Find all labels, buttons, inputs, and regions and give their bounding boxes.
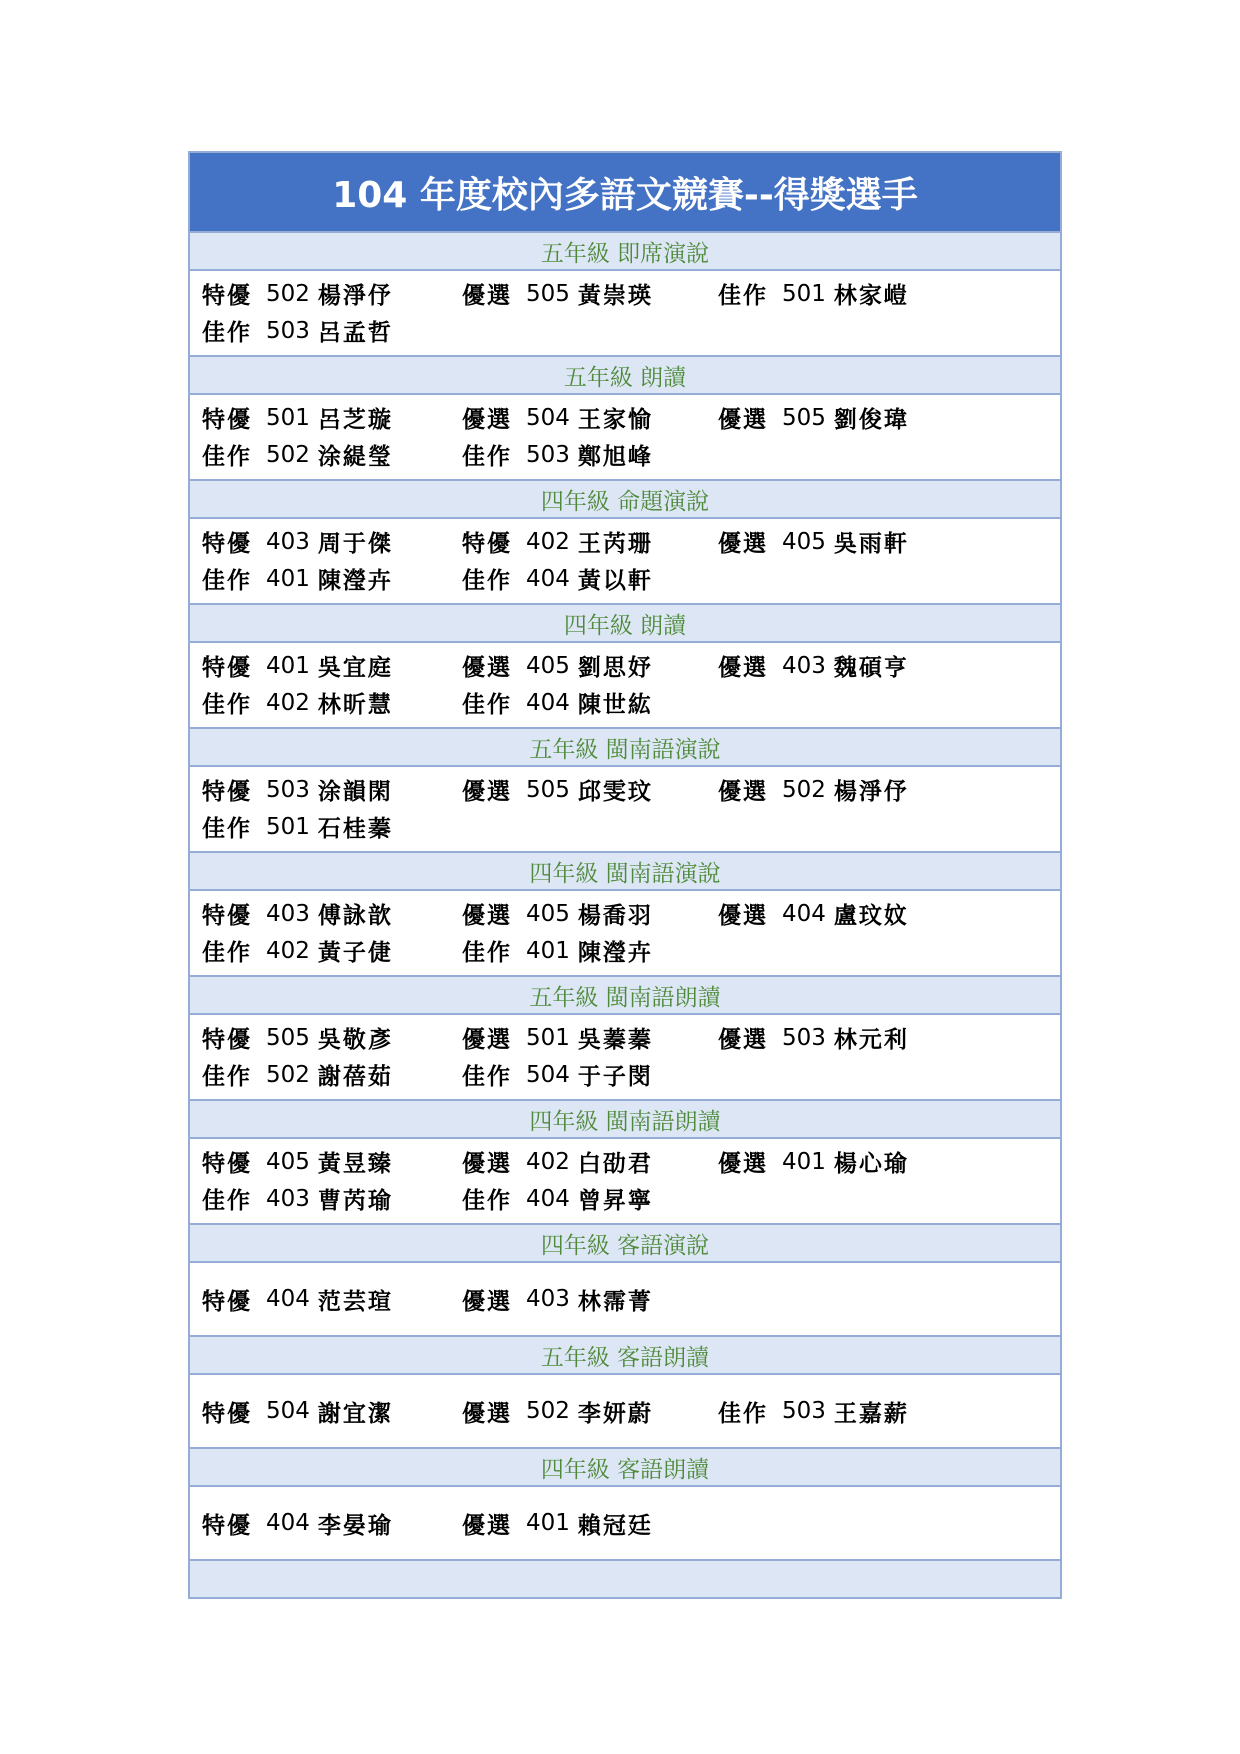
winner-name: 賴冠廷 (577, 1512, 653, 1539)
award-label: 優選 (462, 1512, 512, 1539)
award-label: 優選 (718, 655, 768, 681)
award-label: 佳作 (462, 1064, 512, 1090)
award-label: 特優 (202, 283, 252, 309)
winner-row (190, 523, 1060, 560)
class-number: 401 (266, 565, 310, 592)
class-number: 502 (266, 441, 310, 468)
award-label: 優選 (718, 903, 768, 929)
sections-container (190, 231, 1060, 1559)
winner-name: 陳世紘 (577, 692, 653, 718)
award-label: 優選 (462, 655, 512, 681)
winner-entry (462, 773, 718, 806)
winner-row (190, 312, 1060, 349)
section-heading: 四年級 閩南語朗讀 (190, 1099, 1060, 1139)
winner-entry (718, 1395, 1008, 1428)
class-number: 405 (526, 652, 570, 679)
winner-entry (202, 1395, 474, 1428)
class-number: 503 (266, 776, 310, 803)
award-label: 特優 (462, 531, 512, 557)
winner-name: 林霈菁 (577, 1288, 653, 1315)
winner-entry (202, 773, 474, 806)
award-label: 佳作 (718, 1400, 768, 1427)
winner-row (190, 1019, 1060, 1056)
winner-name: 涂緹瑩 (317, 444, 393, 470)
award-label: 優選 (462, 1400, 512, 1427)
winner-entry (462, 1021, 718, 1054)
award-label: 特優 (202, 1288, 252, 1315)
winner-entry (202, 1021, 474, 1054)
class-number: 401 (526, 937, 570, 964)
section-heading: 四年級 閩南語演說 (190, 851, 1060, 891)
class-number: 402 (266, 937, 310, 964)
winner-name: 吳蓁蓁 (577, 1027, 653, 1053)
section-heading: 五年級 客語朗讀 (190, 1335, 1060, 1375)
award-label: 優選 (462, 1151, 512, 1177)
section-body (190, 767, 1060, 851)
winner-entry (462, 897, 718, 930)
table-footer-band (190, 1559, 1060, 1597)
winner-name: 于子閔 (577, 1064, 653, 1090)
winner-entry (718, 773, 1008, 806)
winner-entry (202, 562, 474, 595)
winner-entry (462, 686, 718, 719)
section-body (190, 395, 1060, 479)
class-number: 501 (782, 280, 826, 307)
winner-name: 邱雯玟 (577, 779, 653, 805)
section-body (190, 1015, 1060, 1099)
award-label: 特優 (202, 655, 252, 681)
winner-entry (202, 277, 474, 310)
winner-name: 吳敬彥 (317, 1027, 393, 1053)
award-label: 特優 (202, 531, 252, 557)
winner-entry (462, 1283, 718, 1316)
award-label: 佳作 (202, 1064, 252, 1090)
award-label: 優選 (718, 407, 768, 433)
winner-name: 劉俊瑋 (833, 407, 909, 433)
award-label: 佳作 (718, 283, 768, 309)
section-heading: 四年級 命題演說 (190, 479, 1060, 519)
section-heading: 五年級 閩南語朗讀 (190, 975, 1060, 1015)
winner-entry (462, 562, 718, 595)
winner-name: 涂韻閑 (317, 779, 393, 805)
award-label: 佳作 (202, 816, 252, 842)
winner-row (190, 399, 1060, 436)
winner-entry (202, 934, 474, 967)
winner-entry (202, 1507, 474, 1540)
class-number: 404 (782, 900, 826, 927)
class-number: 505 (782, 404, 826, 431)
class-number: 505 (266, 1024, 310, 1051)
winner-name: 黃子倢 (317, 940, 393, 966)
section-heading: 五年級 朗讀 (190, 355, 1060, 395)
section-body (190, 643, 1060, 727)
winner-name: 楊淨伃 (317, 283, 393, 309)
winner-name: 楊喬羽 (577, 903, 653, 929)
award-label: 佳作 (202, 1188, 252, 1214)
section-heading: 四年級 朗讀 (190, 603, 1060, 643)
section-body (190, 519, 1060, 603)
class-number: 503 (526, 441, 570, 468)
winner-entry (718, 525, 1008, 558)
award-label: 佳作 (462, 940, 512, 966)
class-number: 403 (526, 1286, 570, 1312)
award-label: 優選 (462, 407, 512, 433)
class-number: 502 (266, 280, 310, 307)
class-number: 402 (266, 689, 310, 716)
winner-entry (202, 438, 474, 471)
class-number: 502 (526, 1398, 570, 1424)
class-number: 504 (526, 1061, 570, 1088)
winner-name: 曹芮瑜 (317, 1188, 393, 1214)
winner-name: 楊心瑜 (833, 1151, 909, 1177)
class-number: 503 (266, 317, 310, 344)
winner-row (190, 1180, 1060, 1217)
winner-name: 黃崇瑛 (577, 283, 653, 309)
class-number: 503 (782, 1024, 826, 1051)
winner-name: 王芮珊 (577, 531, 653, 557)
winner-entry (202, 897, 474, 930)
winner-row (190, 932, 1060, 969)
section-body (190, 1487, 1060, 1559)
winner-name: 林家嵦 (833, 283, 909, 309)
award-label: 特優 (202, 1027, 252, 1053)
award-label: 特優 (202, 1512, 252, 1539)
class-number: 501 (266, 404, 310, 431)
section-body (190, 1263, 1060, 1335)
winner-entry (462, 438, 718, 471)
award-label: 佳作 (202, 692, 252, 718)
winner-entry (718, 1021, 1008, 1054)
class-number: 402 (526, 1148, 570, 1175)
winner-name: 林昕慧 (317, 692, 393, 718)
winner-entry (718, 1145, 1008, 1178)
winner-name: 曾昇寧 (577, 1188, 653, 1214)
winner-entry (202, 649, 474, 682)
winner-row (190, 1056, 1060, 1093)
class-number: 405 (526, 900, 570, 927)
class-number: 405 (782, 528, 826, 555)
winner-entry (202, 1283, 474, 1316)
award-label: 佳作 (202, 940, 252, 966)
winner-name: 呂孟哲 (317, 320, 393, 346)
winner-entry (202, 525, 474, 558)
class-number: 501 (526, 1024, 570, 1051)
winner-name: 盧玟妏 (833, 903, 909, 929)
class-number: 502 (782, 776, 826, 803)
winner-entry (462, 649, 718, 682)
winner-entry (202, 1058, 474, 1091)
award-label: 特優 (202, 407, 252, 433)
award-label: 佳作 (202, 320, 252, 346)
section-heading: 四年級 客語演說 (190, 1223, 1060, 1263)
winner-name: 謝宜潔 (317, 1400, 393, 1427)
class-number: 501 (266, 813, 310, 840)
winner-row (190, 771, 1060, 808)
award-label: 佳作 (462, 444, 512, 470)
winner-name: 陳瀅卉 (317, 568, 393, 594)
class-number: 403 (782, 652, 826, 679)
winner-row (190, 684, 1060, 721)
class-number: 403 (266, 900, 310, 927)
award-label: 優選 (718, 1027, 768, 1053)
class-number: 401 (782, 1148, 826, 1175)
award-label: 佳作 (462, 692, 512, 718)
winner-entry (462, 525, 718, 558)
class-number: 503 (782, 1398, 826, 1424)
winner-row (190, 1143, 1060, 1180)
winner-entry (462, 1145, 718, 1178)
winner-row (190, 560, 1060, 597)
winner-row (190, 1281, 1060, 1318)
award-label: 特優 (202, 1400, 252, 1427)
class-number: 504 (526, 404, 570, 431)
award-label: 特優 (202, 903, 252, 929)
winner-name: 吳宜庭 (317, 655, 393, 681)
winner-name: 鄭旭峰 (577, 444, 653, 470)
class-number: 403 (266, 528, 310, 555)
class-number: 505 (526, 776, 570, 803)
winner-entry (202, 314, 474, 347)
award-label: 優選 (718, 779, 768, 805)
award-label: 優選 (462, 779, 512, 805)
winner-name: 王家愉 (577, 407, 653, 433)
section-body (190, 1139, 1060, 1223)
winner-name: 周于傑 (317, 531, 393, 557)
winner-entry (462, 1182, 718, 1215)
class-number: 404 (526, 1185, 570, 1212)
winner-name: 李妍蔚 (577, 1400, 653, 1427)
winner-name: 謝蓓茹 (317, 1064, 393, 1090)
winner-entry (462, 1507, 718, 1540)
award-label: 優選 (718, 531, 768, 557)
section-heading: 四年級 客語朗讀 (190, 1447, 1060, 1487)
class-number: 404 (526, 565, 570, 592)
class-number: 403 (266, 1185, 310, 1212)
winner-name: 范芸瑄 (317, 1288, 393, 1315)
award-label: 佳作 (462, 1188, 512, 1214)
winner-entry (202, 810, 474, 843)
award-label: 特優 (202, 779, 252, 805)
award-label: 優選 (462, 283, 512, 309)
winner-name: 傅詠歆 (317, 903, 393, 929)
document-title: 104 年度校內多語文競賽--得獎選手 (190, 153, 1060, 231)
winner-entry (462, 401, 718, 434)
winner-row (190, 808, 1060, 845)
class-number: 504 (266, 1398, 310, 1424)
winner-row (190, 275, 1060, 312)
class-number: 404 (266, 1510, 310, 1536)
award-label: 優選 (718, 1151, 768, 1177)
winner-entry (462, 1395, 718, 1428)
award-label: 優選 (462, 1027, 512, 1053)
winner-entry (718, 649, 1008, 682)
award-table (188, 151, 1062, 1599)
winner-name: 王嘉薪 (833, 1400, 909, 1427)
winner-row (190, 895, 1060, 932)
winner-name: 白劭君 (577, 1151, 653, 1177)
winner-name: 黃昱臻 (317, 1151, 393, 1177)
winner-name: 呂芝璇 (317, 407, 393, 433)
section-heading: 五年級 即席演說 (190, 231, 1060, 271)
class-number: 505 (526, 280, 570, 307)
winner-name: 吳雨軒 (833, 531, 909, 557)
class-number: 404 (266, 1286, 310, 1312)
winner-entry (462, 277, 718, 310)
winner-name: 李晏瑜 (317, 1512, 393, 1539)
winner-entry (202, 401, 474, 434)
award-label: 佳作 (202, 444, 252, 470)
winner-name: 魏碩亨 (833, 655, 909, 681)
award-label: 特優 (202, 1151, 252, 1177)
winner-name: 楊淨伃 (833, 779, 909, 805)
award-label: 佳作 (462, 568, 512, 594)
award-label: 優選 (462, 903, 512, 929)
winner-row (190, 647, 1060, 684)
winner-row (190, 436, 1060, 473)
class-number: 401 (266, 652, 310, 679)
section-body (190, 891, 1060, 975)
winner-entry (202, 1182, 474, 1215)
winner-name: 黃以軒 (577, 568, 653, 594)
winner-name: 石桂蓁 (317, 816, 393, 842)
winner-entry (462, 934, 718, 967)
section-heading: 五年級 閩南語演說 (190, 727, 1060, 767)
section-body (190, 271, 1060, 355)
winner-entry (718, 277, 1008, 310)
award-label: 佳作 (202, 568, 252, 594)
class-number: 405 (266, 1148, 310, 1175)
winner-name: 陳瀅卉 (577, 940, 653, 966)
winner-entry (718, 897, 1008, 930)
winner-name: 林元利 (833, 1027, 909, 1053)
class-number: 502 (266, 1061, 310, 1088)
winner-name: 劉思妤 (577, 655, 653, 681)
winner-row (190, 1393, 1060, 1430)
winner-entry (718, 401, 1008, 434)
winner-entry (462, 1058, 718, 1091)
winner-entry (202, 686, 474, 719)
award-label: 優選 (462, 1288, 512, 1315)
class-number: 404 (526, 689, 570, 716)
class-number: 401 (526, 1510, 570, 1536)
winner-entry (202, 1145, 474, 1178)
section-body (190, 1375, 1060, 1447)
winner-row (190, 1505, 1060, 1542)
class-number: 402 (526, 528, 570, 555)
